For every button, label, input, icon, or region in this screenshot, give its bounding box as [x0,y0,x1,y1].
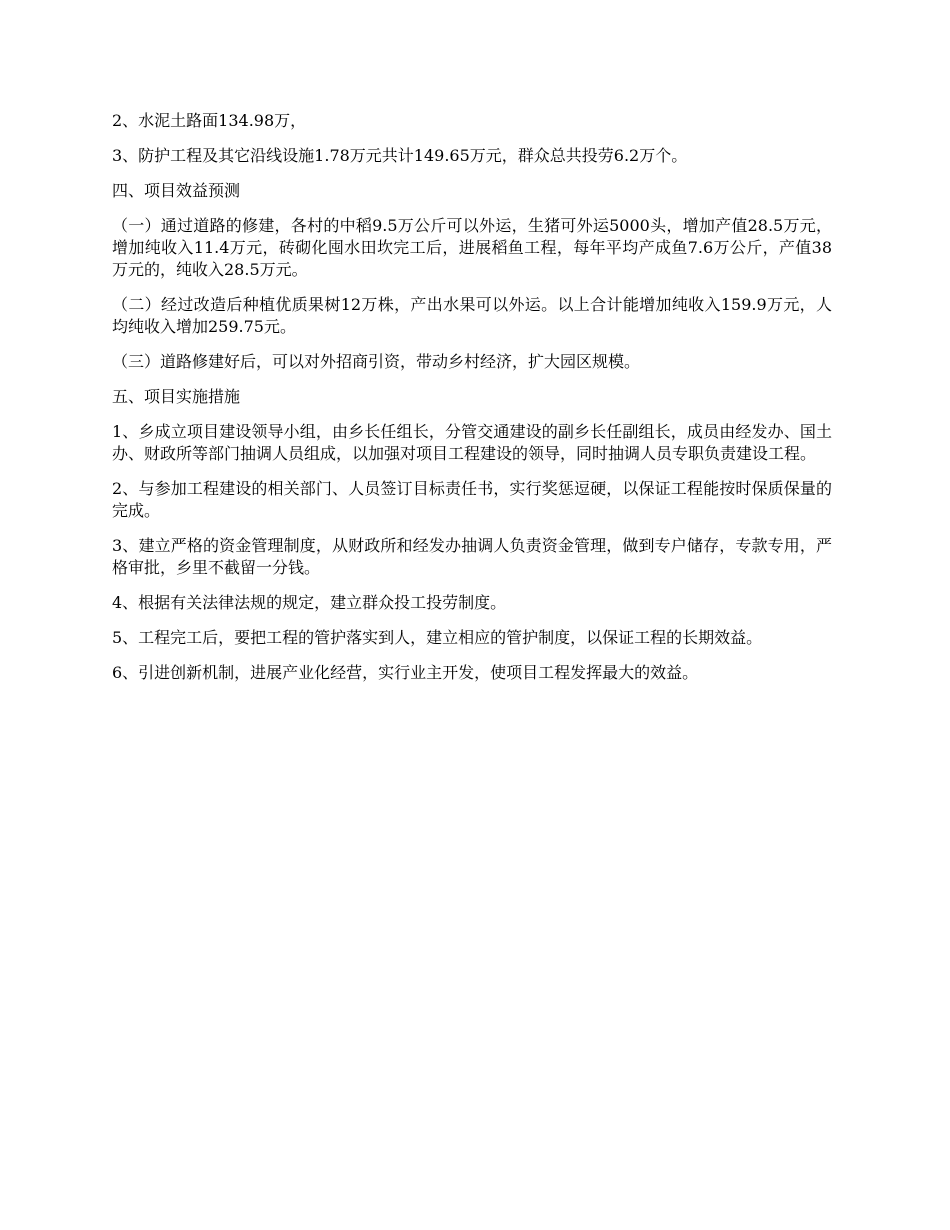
paragraph-benefit-two: （二）经过改造后种植优质果树12万株，产出水果可以外运。以上合计能增加纯收入159.9万元，人均纯收入增加259.75元。 [112,295,832,336]
section-heading-benefit-forecast: 四、项目效益预测 [112,181,241,200]
paragraph-protection-works: 3、防护工程及其它沿线设施1.78万元共计149.65万元，群众总共投劳6.2万个。 [112,146,688,165]
paragraph-measure-one: 1、乡成立项目建设领导小组，由乡长任组长，分管交通建设的副乡长任副组长，成员由经发办、国土办、财政所等部门抽调人员组成，以加强对项目工程建设的领导，同时抽调人员专职负责建设工程。 [112,422,832,463]
paragraph-benefit-one: （一）通过道路的修建，各村的中稻9.5万公斤可以外运，生猪可外运5000头，增加产值28.5万元，增加纯收入11.4万元，砖砌化囤水田坎完工后，进展稻鱼工程，每年平均产成鱼7.6万公斤，产值38万元的，纯收入28.5万元。 [112,216,832,279]
paragraph-measure-five: 5、工程完工后，要把工程的管护落实到人，建立相应的管护制度，以保证工程的长期效益。 [112,628,763,647]
paragraph-benefit-three: （三）道路修建好后，可以对外招商引资，带动乡村经济，扩大园区规模。 [112,352,641,371]
paragraph-measure-two: 2、与参加工程建设的相关部门、人员签订目标责任书，实行奖惩逗硬，以保证工程能按时保质保量的完成。 [112,479,832,520]
paragraph-cement-road: 2、水泥土路面134.98万， [112,111,307,130]
document-body [112,110,832,697]
section-heading-implementation-measures: 五、项目实施措施 [112,387,241,406]
paragraph-measure-six: 6、引进创新机制，进展产业化经营，实行业主开发，使项目工程发挥最大的效益。 [112,663,699,682]
paragraph-measure-three: 3、建立严格的资金管理制度，从财政所和经发办抽调人负责资金管理，做到专户储存，专款专用，严格审批，乡里不截留一分钱。 [112,536,832,577]
paragraph-measure-four: 4、根据有关法律法规的规定，建立群众投工投劳制度。 [112,593,507,612]
